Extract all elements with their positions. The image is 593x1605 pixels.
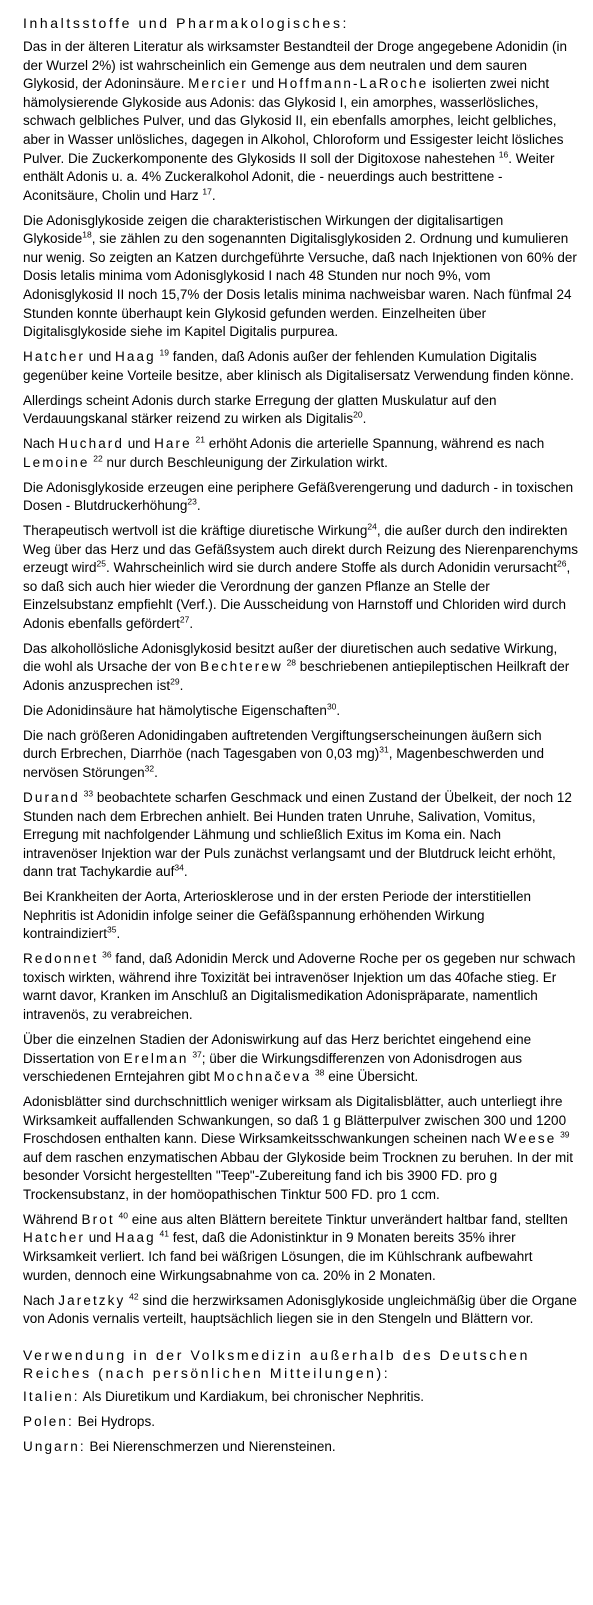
author-name: Haag xyxy=(115,1230,156,1246)
paragraph-diuretische-wirkung: Therapeutisch wertvoll ist die kräftige diuretische Wirkung$^{24}$, die außer durch den indirekten Weg über das Herz und das Gefäßsystem auch direkt durch Reizung des Nierenparenchyms erzeugt wird$^{25}$. Wahrscheinlich wird sie durch andere Stoffe als durch Adonidin verursacht$^{26}$, so daß sich auch hier wieder die Verordnung der ganzen Pflanze an Stelle der Einzelsubstanz empfiehlt (Verf.). Die Ausscheidung von Harnstoff und Chloriden wird durch Adonis ebenfalls gefördert$^{27}$. xyxy=(23,521,579,631)
footnote-ref: 20 xyxy=(353,409,363,420)
footnote-ref: 33 xyxy=(83,788,94,799)
footnote-ref: 37 xyxy=(192,1049,202,1060)
author-name: Haag xyxy=(115,349,156,365)
paragraph-brot: Während Brot $^{40}$ eine aus alten Blättern bereitete Tinktur unverändert haltbar fand, stellten Hatcher und Haag $^{41}$ fest, daß die Adonistinktur in 9 Monaten bereits 35% ihrer Wirksamkeit verliert. Ich fand bei wäßrigen Lösungen, die im Kühlschrank aufbewahrt wurden, dennoch eine Wirkungsabnahme von ca. 20% in 2 Monaten. xyxy=(23,1210,568,1283)
paragraph-hatcher-haag: Hatcher und Haag $^{19}$ fanden, daß Adonis außer der fehlenden Kumulation Digitalis gegenüber keine Vorteile besitze, aber klinisch als Digitalisersatz Verwendung finden könne. xyxy=(23,347,574,383)
footnote-ref: 16 xyxy=(498,149,509,160)
footnote-ref: 23 xyxy=(187,496,197,507)
author-name: Brot xyxy=(81,1211,115,1227)
folk-use-ungarn: Ungarn: Bei Nierenschmerzen und Nierensteinen. xyxy=(23,1439,336,1455)
footnote-ref: 31 xyxy=(379,744,389,755)
footnote-ref: 18 xyxy=(82,229,92,240)
footnote-ref: 30 xyxy=(326,701,337,712)
paragraph-erelman: Über die einzelnen Stadien der Adoniswirkung auf das Herz berichtet eingehend eine Dissertation von Erelman $^{37}$; über die Wirkungsdifferenzen von Adonisdrogen aus verschiedenen Erntejahren gibt Mochnačeva $^{38}$ eine Übersicht. xyxy=(23,1031,532,1085)
footnote-ref: 38 xyxy=(314,1067,325,1078)
paragraph-gefaessverengerung: Die Adonisglykoside erzeugen eine periphere Gefäßverengerung und dadurch - in toxischen Dosen - Blutdruckerhöhung$^{23}$. xyxy=(23,479,574,514)
author-name: Huchard xyxy=(58,436,125,452)
footnote-ref: 27 xyxy=(179,614,190,625)
footnote-ref: 35 xyxy=(107,924,117,935)
author-name: Weese xyxy=(504,1131,557,1147)
paragraph-verdauungskanal: Allerdings scheint Adonis durch starke Erregung der glatten Muskulatur auf den Verdauungskanal stärker reizend zu wirken als Digitalis$^{20}$. xyxy=(23,392,497,427)
paragraph-durand: Durand $^{33}$ beobachtete scharfen Geschmack und einen Zustand der Übelkeit, der noch 12 Stunden nach dem Erbrechen anhielt. Bei Hunden traten Unruhe, Salivation, Vomitus, Erregung mit nachfolgender Lähmung und schließlich Exitus im Koma ein. Nach intravenöser Injektion war der Puls zunächst verlangsamt und der Blutdruck leicht erhöht, dann trat Tachykardie auf$^{34}$. xyxy=(23,788,572,880)
author-name: Erelman xyxy=(123,1050,189,1066)
footnote-ref: 21 xyxy=(195,434,205,445)
paragraph-glykoside-wirkung: Die Adonisglykoside zeigen die charakteristischen Wirkungen der digitalisartigen Glykoside$^{18}$, sie zählen zu den sogenannten Digitalisglykosiden 2. Ordnung und kumulieren nur wenig. So zeigten an Katzen durchgeführte Versuche, daß nach Injektionen von 60% der Dosis letalis minima vom Adonisglykosid I nach 48 Stunden nur noch 9%, vom Adonisglykosid II noch 15,7% der Dosis letalis minima nachweisbar waren. Nach fünfmal 24 Stunden konnte überhaupt kein Glykosid gefunden werden. Einzelheiten über Digitalisglykoside siehe im Kapitel Digitalis purpurea. xyxy=(23,212,577,340)
footnote-ref: 39 xyxy=(560,1129,570,1140)
footnote-ref: 19 xyxy=(159,347,169,358)
author-name: Mochnačeva xyxy=(213,1069,312,1085)
paragraph-adonisblaetter: Adonisblätter sind durchschnittlich weniger wirksam als Digitalisblätter, auch unterliegt ihre Wirksamkeit auffallenden Schwankungen, so daß 1 g Blätterpulver zwischen 300 und 1200 Froschdosen enthalten kann. Diese Wirksamkeitsschwankungen scheinen nach Weese $^{39}$ auf dem raschen enzymatischen Abbau der Glykoside beim Trocknen zu beruhen. In der mit besonder Vorsicht hergestellten "Teep"-Zubereitung fand ich bis 3900 FD. pro g Trockensubstanz, in der homöopathischen Tinktur 500 FD. pro 1 ccm. xyxy=(23,1094,574,1202)
paragraph-jaretzky: Nach Jaretzky $^{42}$ sind die herzwirksamen Adonisglykoside ungleichmäßig über die Organe von Adonis vernalis verteilt, hauptsächlich liegen sie in den Stengeln und Blättern vor. xyxy=(23,1291,577,1327)
author-name: Hare xyxy=(154,436,192,452)
country-label: Polen: xyxy=(23,1413,74,1429)
country-label: Ungarn: xyxy=(23,1439,86,1455)
author-name: Redonnet xyxy=(23,951,99,967)
author-name: Jaretzky xyxy=(58,1292,126,1308)
footnote-ref: 22 xyxy=(93,453,103,464)
paragraph-huchard-hare: Nach Huchard und Hare $^{21}$ erhöht Adonis die arterielle Spannung, während es nach Lemoine $^{22}$ nur durch Beschleunigung der Zirkulation wirkt. xyxy=(23,434,545,470)
footnote-ref: 25 xyxy=(96,558,107,569)
footnote-ref: 32 xyxy=(144,763,155,774)
footnote-ref: 40 xyxy=(118,1210,128,1221)
footnote-ref: 24 xyxy=(367,521,377,532)
folk-use-italien: Italien: Als Diuretikum und Kardiakum, bei chronischer Nephritis. xyxy=(23,1388,424,1404)
footnote-ref: 41 xyxy=(159,1228,169,1239)
author-name: Mercier xyxy=(188,76,248,92)
paragraph-kontraindikation: Bei Krankheiten der Aorta, Arteriosklerose und in der ersten Periode der interstitiellen Nephritis ist Adonidin infolge seiner die Gefäßspannung erhöhenden Wirkung kontraindiziert$^{35}$. xyxy=(23,889,532,942)
country-label: Italien: xyxy=(23,1388,80,1404)
author-name: Hatcher xyxy=(23,1230,85,1246)
footnote-ref: 36 xyxy=(102,949,112,960)
footnote-ref: 17 xyxy=(202,186,212,197)
section-heading-pharmacology: Inhaltsstoffe und Pharmakologisches: xyxy=(23,15,350,31)
author-name: Bechterew xyxy=(200,659,283,675)
footnote-ref: 26 xyxy=(557,558,567,569)
paragraph-vergiftung: Die nach größeren Adonidingaben auftretenden Vergiftungserscheinungen äußern sich durch Erbrechen, Diarrhöe (nach Tagesgaben von 0,03 mg)$^{31}$, Magenbeschwerden und nervösen Störungen$^{32}$. xyxy=(23,727,545,781)
paragraph-adonidin: Das in der älteren Literatur als wirksamster Bestandteil der Droge angegebene Adonidin (in der Wurzel 2%) ist wahrscheinlich ein Gemenge aus dem neutralen und dem sauren Glykosid, der Adoninsäure. Mercier und Hoffmann-LaRoche isolierten zwei nicht hämolysierende Glykoside aus Adonis: das Glykosid I, ein amorphes, wasserlösliches, schwach gelbliches Pulver, und das Glykosid II, ein ebenfalls amorphes, leicht gelbliches, aber in Wasser unlösliches, dagegen in Alkohol, Chloroform und Essigester leicht lösliches Pulver. Die Zuckerkomponente des Glykosids II soll der Digitoxose nahestehen $^{16}$. Weiter enthält Adonis u. a. 4% Zuckeralkohol Adonit, die - neuerdings auch bestrittene - Aconitsäure, Cholin und Harz $^{17}$. xyxy=(23,39,568,203)
author-name: Hatcher xyxy=(23,349,85,365)
folk-use-polen: Polen: Bei Hydrops. xyxy=(23,1413,155,1429)
author-name: Lemoine xyxy=(23,454,90,470)
footnote-ref: 42 xyxy=(129,1291,139,1302)
paragraph-sedative-wirkung: Das alkohollösliche Adonisglykosid besitzt außer der diuretischen auch sedative Wirkung, die wohl als Ursache der von Bechterew $^{28}$ beschriebenen antiepileptischen Heilkraft der Adonis anzusprechen ist$^{29}$. xyxy=(23,640,570,694)
footnote-ref: 29 xyxy=(170,676,180,687)
author-name: Hoffmann-LaRoche xyxy=(277,76,429,92)
paragraph-adonidinsaeure: Die Adonidinsäure hat hämolytische Eigenschaften$^{30}$. xyxy=(23,701,341,718)
footnote-ref: 34 xyxy=(174,862,184,873)
footnote-ref: 28 xyxy=(286,657,297,668)
section-heading-volksmedizin: Verwendung in der Volksmedizin außerhalb des Deutschen Reiches (nach persönlichen Mitteilungen): xyxy=(23,1346,530,1381)
author-name: Durand xyxy=(23,789,80,805)
paragraph-redonnet: Redonnet $^{36}$ fand, daß Adonidin Merck und Adoverne Roche per os gegeben nur schwach toxisch wirkten, während ihre Toxizität bei intravenöser Injektion um das 40fache stieg. Er warnt davor, Kranken im Anschluß an Digitalismedikation Adonispräparate, namentlich intravenös, zu verabreichen. xyxy=(23,949,576,1023)
